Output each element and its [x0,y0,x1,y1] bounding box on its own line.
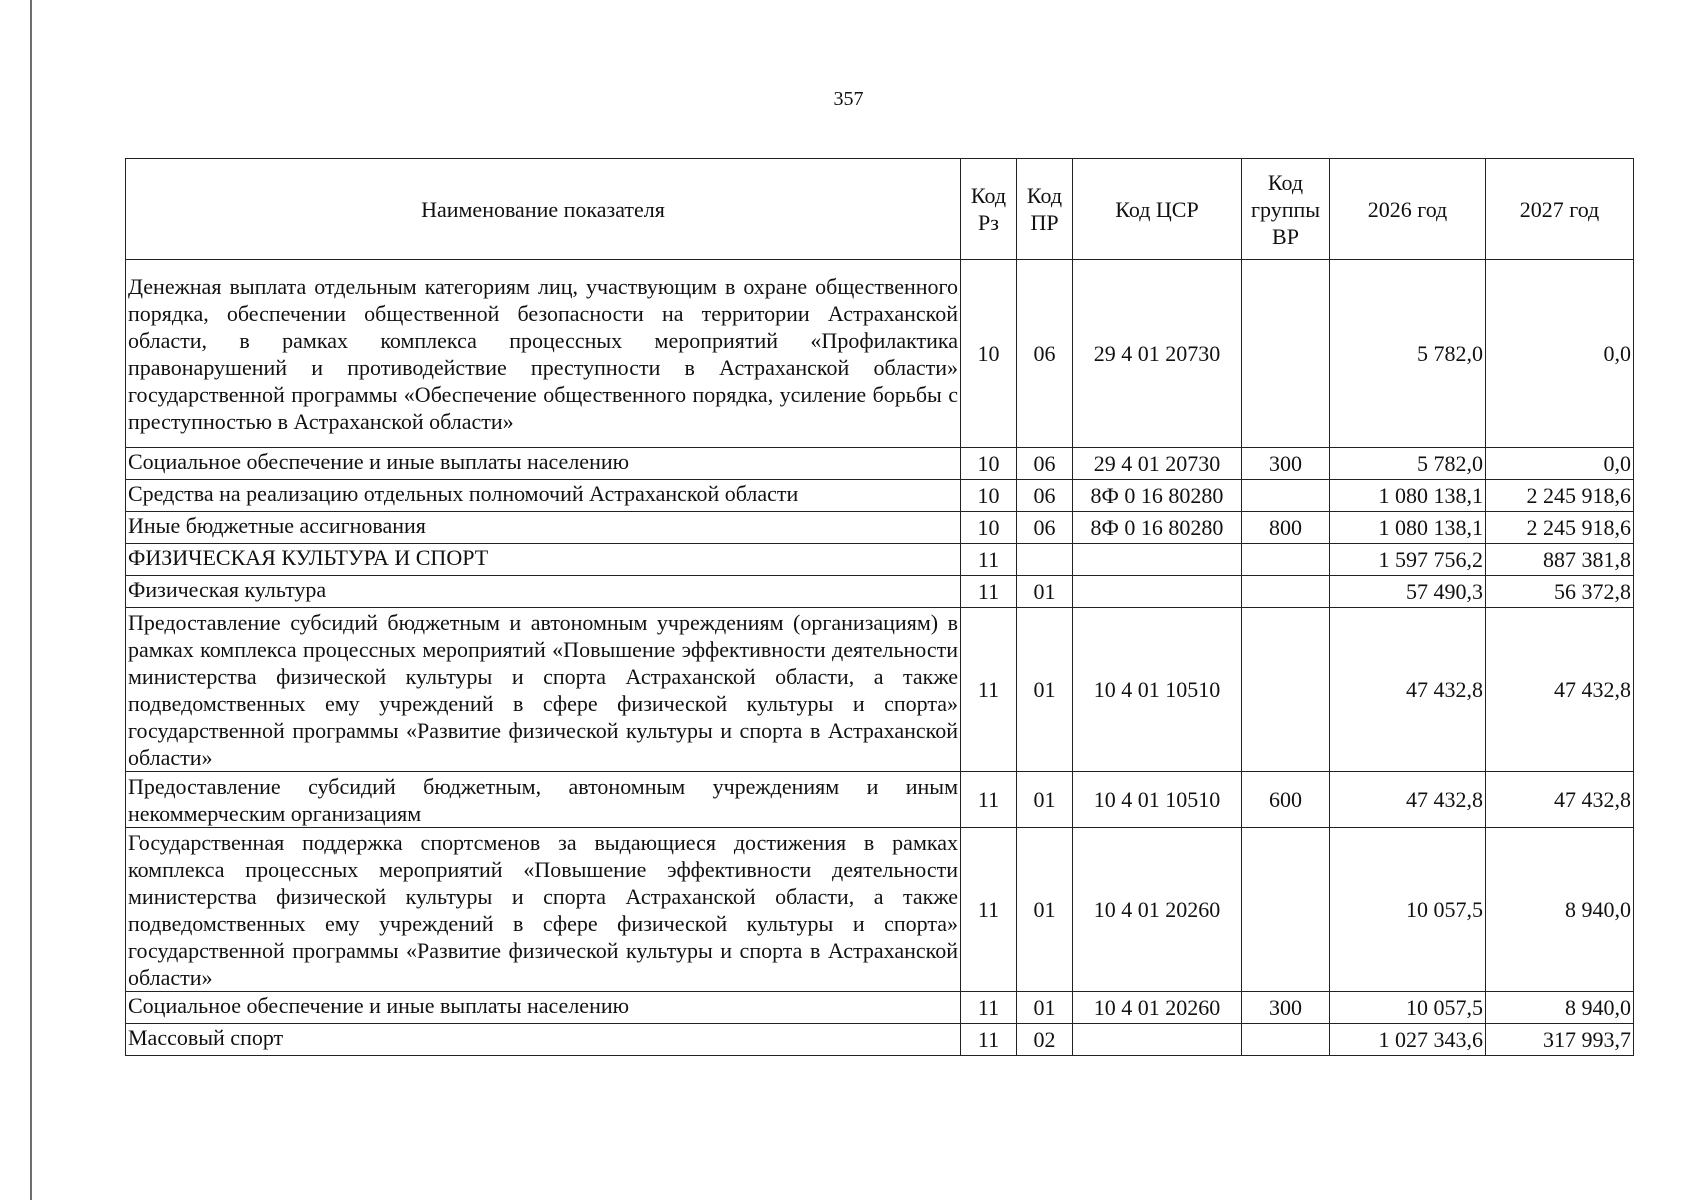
row-2027: 0,0 [1486,448,1634,480]
row-csr: 10 4 01 20260 [1073,828,1242,992]
header-vr: Код группы ВР [1242,159,1330,260]
row-rz: 11 [961,608,1017,772]
row-vr [1242,480,1330,512]
row-pr: 01 [1017,828,1073,992]
row-2027: 8 940,0 [1486,992,1634,1024]
row-name: Массовый спорт [126,1024,961,1056]
table-row [126,1024,1634,1056]
row-rz: 10 [961,260,1017,448]
row-csr: 8Ф 0 16 80280 [1073,512,1242,544]
row-csr: 29 4 01 20730 [1073,448,1242,480]
row-2026: 1 597 756,2 [1330,544,1486,576]
row-2026: 1 080 138,1 [1330,512,1486,544]
row-pr: 06 [1017,260,1073,448]
row-rz: 11 [961,1024,1017,1056]
budget-table [125,158,1634,1056]
row-vr: 300 [1242,448,1330,480]
row-pr: 02 [1017,1024,1073,1056]
row-2026: 1 027 343,6 [1330,1024,1486,1056]
row-2026: 1 080 138,1 [1330,480,1486,512]
row-2026: 10 057,5 [1330,992,1486,1024]
row-2026: 47 432,8 [1330,772,1486,828]
row-name: Денежная выплата отдельным категориям лиц, участвующим в охране общественного порядка, обеспечении общественной безопасности на территории Астраханской области, в рамках комплекса процессных мероприятий «Профилактика правонарушений и противодействие преступности в Астраханской области» государственной программы «Обеспечение общественного порядка, усиление борьбы с преступностью в Астраханской области» [126,260,961,448]
row-pr [1017,544,1073,576]
row-vr [1242,1024,1330,1056]
page-number: 357 [833,88,864,110]
table-row [126,544,1634,576]
row-name: ФИЗИЧЕСКАЯ КУЛЬТУРА И СПОРТ [126,544,961,576]
row-rz: 11 [961,828,1017,992]
row-pr: 01 [1017,576,1073,608]
row-2027: 2 245 918,6 [1486,512,1634,544]
row-name: Иные бюджетные ассигнования [126,512,961,544]
row-csr [1073,544,1242,576]
row-rz: 11 [961,544,1017,576]
header-rz: Код Рз [961,159,1017,260]
row-2026: 10 057,5 [1330,828,1486,992]
row-vr [1242,260,1330,448]
table-row [126,480,1634,512]
row-pr: 06 [1017,448,1073,480]
row-vr: 600 [1242,772,1330,828]
row-rz: 11 [961,992,1017,1024]
header-csr: Код ЦСР [1073,159,1242,260]
row-vr: 800 [1242,512,1330,544]
row-name: Физическая культура [126,576,961,608]
row-csr: 10 4 01 10510 [1073,772,1242,828]
row-name: Социальное обеспечение и иные выплаты населению [126,992,961,1024]
row-csr [1073,576,1242,608]
header-pr: Код ПР [1017,159,1073,260]
table-row [126,576,1634,608]
row-2026: 57 490,3 [1330,576,1486,608]
row-2027: 47 432,8 [1486,608,1634,772]
row-2027: 317 993,7 [1486,1024,1634,1056]
header-2026: 2026 год [1330,159,1486,260]
row-vr [1242,608,1330,772]
row-name: Предоставление субсидий бюджетным и автономным учреждениям (организациям) в рамках комплекса процессных мероприятий «Повышение эффективности деятельности министерства физической культуры и спорта Астраханской области, а также подведомственных ему учреждений в сфере физической культуры и спорта» государственной программы «Развитие физической культуры и спорта в Астраханской области» [126,608,961,772]
table-row [126,992,1634,1024]
row-csr: 10 4 01 20260 [1073,992,1242,1024]
row-2026: 5 782,0 [1330,448,1486,480]
row-2027: 2 245 918,6 [1486,480,1634,512]
table-row [126,608,1634,772]
row-pr: 01 [1017,992,1073,1024]
row-pr: 06 [1017,512,1073,544]
row-csr: 10 4 01 10510 [1073,608,1242,772]
table-row [126,828,1634,992]
row-pr: 01 [1017,772,1073,828]
row-name: Государственная поддержка спортсменов за выдающиеся достижения в рамках комплекса процессных мероприятий «Повышение эффективности деятельности министерства физической культуры и спорта Астраханской области, а также подведомственных ему учреждений в сфере физической культуры и спорта» государственной программы «Развитие физической культуры и спорта в Астраханской области» [126,828,961,992]
row-2027: 47 432,8 [1486,772,1634,828]
scan-edge-line [30,0,32,1200]
row-rz: 10 [961,512,1017,544]
row-rz: 11 [961,576,1017,608]
header-2027: 2027 год [1486,159,1634,260]
row-2027: 0,0 [1486,260,1634,448]
row-2027: 887 381,8 [1486,544,1634,576]
row-csr [1073,1024,1242,1056]
table-row [126,448,1634,480]
row-name: Средства на реализацию отдельных полномочий Астраханской области [126,480,961,512]
table-row [126,772,1634,828]
row-vr [1242,828,1330,992]
row-pr: 06 [1017,480,1073,512]
row-vr: 300 [1242,992,1330,1024]
row-2027: 8 940,0 [1486,828,1634,992]
row-csr: 8Ф 0 16 80280 [1073,480,1242,512]
row-vr [1242,544,1330,576]
table-row [126,260,1634,448]
row-name: Социальное обеспечение и иные выплаты населению [126,448,961,480]
row-csr: 29 4 01 20730 [1073,260,1242,448]
table-header-row [126,159,1634,260]
row-rz: 11 [961,772,1017,828]
row-2026: 47 432,8 [1330,608,1486,772]
row-name: Предоставление субсидий бюджетным, автономным учреждениям и иным некоммерческим организациям [126,772,961,828]
row-rz: 10 [961,480,1017,512]
row-2026: 5 782,0 [1330,260,1486,448]
row-rz: 10 [961,448,1017,480]
row-pr: 01 [1017,608,1073,772]
header-name: Наименование показателя [126,159,961,260]
row-2027: 56 372,8 [1486,576,1634,608]
row-vr [1242,576,1330,608]
table-row [126,512,1634,544]
